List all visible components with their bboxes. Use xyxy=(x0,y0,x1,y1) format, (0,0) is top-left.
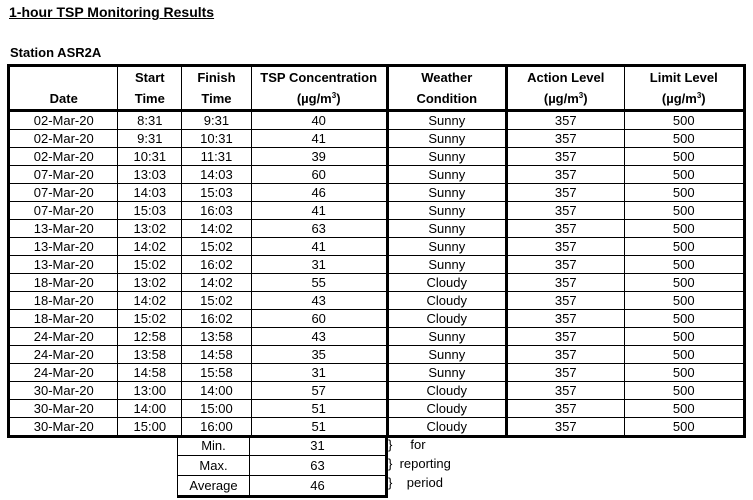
table-row xyxy=(9,202,745,220)
cell-tsp-concentration: 31 xyxy=(251,256,387,274)
cell-date: 24-Mar-20 xyxy=(9,346,118,364)
cell-limit-level: 500 xyxy=(624,148,744,166)
cell-start-time: 15:02 xyxy=(118,256,182,274)
cell-date: 30-Mar-20 xyxy=(9,400,118,418)
cell-tsp-concentration: 60 xyxy=(251,310,387,328)
table-row xyxy=(9,274,745,292)
cell-action-level: 357 xyxy=(506,292,624,310)
table-row xyxy=(9,382,745,400)
cell-tsp-concentration: 55 xyxy=(251,274,387,292)
cell-action-level: 357 xyxy=(506,346,624,364)
cell-date: 13-Mar-20 xyxy=(9,220,118,238)
cell-weather: Cloudy xyxy=(387,400,506,418)
table-row xyxy=(9,148,745,166)
table-row xyxy=(9,130,745,148)
cell-start-time: 13:03 xyxy=(118,166,182,184)
table-row xyxy=(9,256,745,274)
cell-start-time: 13:00 xyxy=(118,382,182,400)
cell-finish-time: 15:02 xyxy=(182,238,252,256)
summary-table xyxy=(177,435,388,498)
cell-date: 02-Mar-20 xyxy=(9,130,118,148)
cell-action-level: 357 xyxy=(506,111,624,130)
cell-date: 07-Mar-20 xyxy=(9,184,118,202)
cell-finish-time: 11:31 xyxy=(182,148,252,166)
cell-date: 30-Mar-20 xyxy=(9,418,118,437)
cell-weather: Sunny xyxy=(387,111,506,130)
cell-finish-time: 15:00 xyxy=(182,400,252,418)
cell-finish-time: 15:58 xyxy=(182,364,252,382)
cell-finish-time: 16:02 xyxy=(182,310,252,328)
summary-label: Min. xyxy=(178,436,250,456)
cell-finish-time: 14:58 xyxy=(182,346,252,364)
cell-tsp-concentration: 41 xyxy=(251,130,387,148)
table-row xyxy=(9,400,745,418)
cell-tsp-concentration: 41 xyxy=(251,238,387,256)
cell-action-level: 357 xyxy=(506,418,624,437)
header-finish-time: Finish Time xyxy=(182,66,252,111)
cell-weather: Sunny xyxy=(387,220,506,238)
cell-finish-time: 16:00 xyxy=(182,418,252,437)
cell-finish-time: 9:31 xyxy=(182,111,252,130)
cell-action-level: 357 xyxy=(506,238,624,256)
cell-date: 18-Mar-20 xyxy=(9,310,118,328)
cell-tsp-concentration: 41 xyxy=(251,202,387,220)
summary-row xyxy=(178,456,387,476)
cell-action-level: 357 xyxy=(506,310,624,328)
cell-start-time: 13:02 xyxy=(118,220,182,238)
cell-tsp-concentration: 63 xyxy=(251,220,387,238)
cell-tsp-concentration: 35 xyxy=(251,346,387,364)
cell-start-time: 8:31 xyxy=(118,111,182,130)
summary-note: } for xyxy=(388,437,426,452)
cell-limit-level: 500 xyxy=(624,364,744,382)
header-weather-condition: Weather Condition xyxy=(387,66,506,111)
summary-note: } reporting xyxy=(388,456,451,471)
cell-weather: Cloudy xyxy=(387,382,506,400)
cell-tsp-concentration: 46 xyxy=(251,184,387,202)
cell-weather: Cloudy xyxy=(387,274,506,292)
cell-limit-level: 500 xyxy=(624,400,744,418)
cell-action-level: 357 xyxy=(506,400,624,418)
cell-action-level: 357 xyxy=(506,274,624,292)
cell-start-time: 14:00 xyxy=(118,400,182,418)
header-date: Date xyxy=(9,66,118,111)
cell-finish-time: 14:00 xyxy=(182,382,252,400)
cell-weather: Sunny xyxy=(387,256,506,274)
cell-tsp-concentration: 43 xyxy=(251,328,387,346)
table-row xyxy=(9,418,745,437)
cell-weather: Sunny xyxy=(387,202,506,220)
summary-note: } period xyxy=(388,475,443,490)
cell-limit-level: 500 xyxy=(672,419,695,434)
cell-limit-level: 500 xyxy=(624,184,744,202)
summary-value: 63 xyxy=(250,456,387,476)
cell-limit-level: 500 xyxy=(624,166,744,184)
table-row xyxy=(9,238,745,256)
table-row xyxy=(9,346,745,364)
cell-start-time: 14:03 xyxy=(118,184,182,202)
cell-finish-time: 16:03 xyxy=(182,202,252,220)
cell-date: 02-Mar-20 xyxy=(9,111,118,130)
header-row xyxy=(9,66,745,111)
cell-start-time: 13:58 xyxy=(118,346,182,364)
cell-action-level: 357 xyxy=(506,382,624,400)
cell-finish-time: 14:03 xyxy=(182,166,252,184)
cell-start-time: 10:31 xyxy=(118,148,182,166)
cell-date: 07-Mar-20 xyxy=(9,166,118,184)
cell-limit-level: 500 xyxy=(624,220,744,238)
cell-action-level: 357 xyxy=(506,220,624,238)
cell-action-level: 357 xyxy=(506,364,624,382)
cell-limit-level: 500 xyxy=(624,202,744,220)
cell-limit-level: 500 xyxy=(624,256,744,274)
cell-action-level: 357 xyxy=(506,166,624,184)
summary-label: Average xyxy=(178,476,250,497)
cell-tsp-concentration: 51 xyxy=(251,400,387,418)
cell-limit-level: 500 xyxy=(624,382,744,400)
header-tsp-concentration: TSP Concentration $(\mu g/m^3)$ xyxy=(251,66,387,111)
cell-date: 13-Mar-20 xyxy=(9,256,118,274)
summary-row xyxy=(178,476,387,497)
cell-weather: Cloudy xyxy=(387,310,506,328)
cell-limit-level: 500 xyxy=(624,292,744,310)
cell-finish-time: 16:02 xyxy=(182,256,252,274)
cell-weather: Sunny xyxy=(387,184,506,202)
cell-weather: Sunny xyxy=(387,364,506,382)
cell-weather: Cloudy xyxy=(387,292,506,310)
table-row xyxy=(9,111,745,130)
cell-finish-time: 15:02 xyxy=(182,292,252,310)
table-row xyxy=(9,292,745,310)
cell-limit-level: 500 xyxy=(624,274,744,292)
cell-start-time: 15:00 xyxy=(118,418,182,437)
cell-tsp-concentration: 39 xyxy=(251,148,387,166)
cell-date: 24-Mar-20 xyxy=(9,328,118,346)
cell-limit-level: 500 xyxy=(624,346,744,364)
cell-start-time: 14:58 xyxy=(118,364,182,382)
cell-limit-level: 500 xyxy=(624,328,744,346)
table-row xyxy=(9,310,745,328)
cell-weather: Sunny xyxy=(387,238,506,256)
cell-start-time: 15:03 xyxy=(118,202,182,220)
cell-finish-time: 14:02 xyxy=(182,220,252,238)
cell-weather: Sunny xyxy=(387,148,506,166)
cell-start-time: 14:02 xyxy=(118,292,182,310)
cell-tsp-concentration: 57 xyxy=(251,382,387,400)
table-row xyxy=(9,328,745,346)
summary-label: Max. xyxy=(178,456,250,476)
cell-action-level: 357 xyxy=(506,148,624,166)
cell-weather: Sunny xyxy=(387,328,506,346)
cell-tsp-concentration: 60 xyxy=(251,166,387,184)
cell-finish-time: 14:02 xyxy=(182,274,252,292)
cell-tsp-concentration: 43 xyxy=(251,292,387,310)
header-start-time: Start Time xyxy=(118,66,182,111)
cell-weather: Cloudy xyxy=(387,418,506,437)
cell-limit-level: 500 xyxy=(624,238,744,256)
cell-date: 18-Mar-20 xyxy=(9,292,118,310)
cell-date: 07-Mar-20 xyxy=(9,202,118,220)
cell-weather: Sunny xyxy=(387,346,506,364)
table-row xyxy=(9,364,745,382)
cell-start-time: 15:02 xyxy=(118,310,182,328)
cell-action-level: 357 xyxy=(506,184,624,202)
cell-date: 30-Mar-20 xyxy=(9,382,118,400)
cell-weather: Sunny xyxy=(387,130,506,148)
results-table xyxy=(7,64,746,438)
summary-row xyxy=(178,436,387,456)
cell-start-time: 9:31 xyxy=(118,130,182,148)
cell-date: 24-Mar-20 xyxy=(9,364,118,382)
cell-action-level: 357 xyxy=(506,256,624,274)
cell-action-level: 357 xyxy=(506,130,624,148)
table-row xyxy=(9,220,745,238)
cell-finish-time: 13:58 xyxy=(182,328,252,346)
summary-value: 31 xyxy=(250,436,387,456)
cell-start-time: 12:58 xyxy=(118,328,182,346)
cell-date: 18-Mar-20 xyxy=(9,274,118,292)
header-limit-level: Limit Level $(\mu g/m^3)$ xyxy=(624,66,744,111)
cell-start-time: 13:02 xyxy=(118,274,182,292)
cell-finish-time: 10:31 xyxy=(182,130,252,148)
cell-weather: Sunny xyxy=(387,166,506,184)
cell-date: 13-Mar-20 xyxy=(9,238,118,256)
table-row xyxy=(9,184,745,202)
table-row xyxy=(9,166,745,184)
cell-tsp-concentration: 40 xyxy=(251,111,387,130)
cell-start-time: 14:02 xyxy=(118,238,182,256)
cell-limit-level: 500 xyxy=(624,111,744,130)
station-label: Station ASR2A xyxy=(10,45,102,60)
summary-value: 46 xyxy=(250,476,387,497)
cell-tsp-concentration: 31 xyxy=(251,364,387,382)
cell-finish-time: 15:03 xyxy=(182,184,252,202)
cell-tsp-concentration: 51 xyxy=(251,418,387,437)
cell-action-level: 357 xyxy=(506,202,624,220)
cell-limit-level: 500 xyxy=(624,310,744,328)
cell-date: 02-Mar-20 xyxy=(9,148,118,166)
cell-limit-level: 500 xyxy=(624,130,744,148)
page-title: 1-hour TSP Monitoring Results xyxy=(9,4,215,20)
cell-action-level: 357 xyxy=(506,328,624,346)
header-action-level: Action Level $(\mu g/m^3)$ xyxy=(506,66,624,111)
